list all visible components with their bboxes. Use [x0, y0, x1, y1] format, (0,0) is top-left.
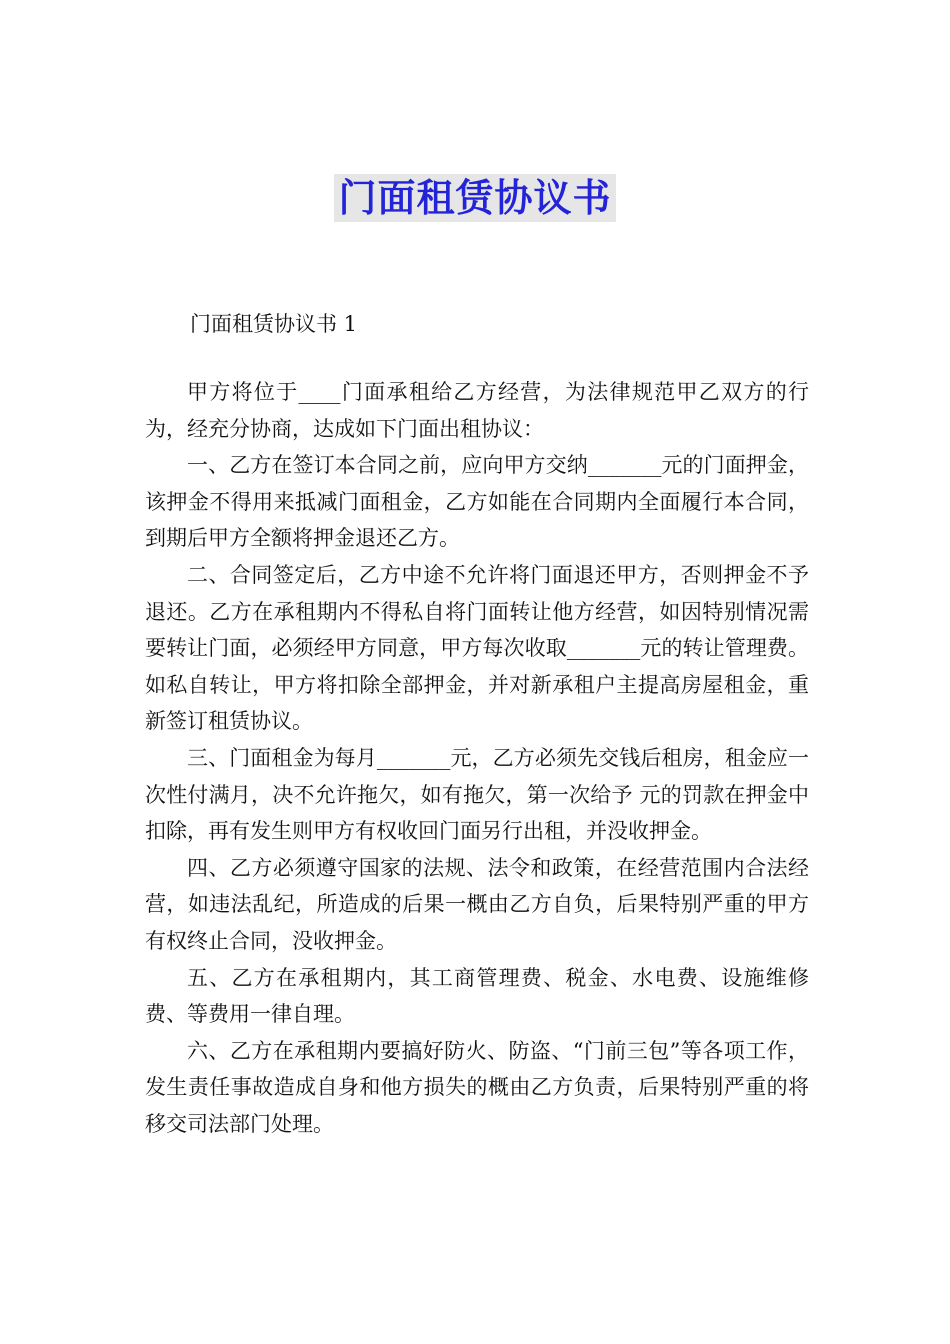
- paragraph-clause-5: 五、乙方在承租期内，其工商管理费、税金、水电费、设施维修费、等费用一律自理。: [145, 965, 809, 1027]
- paragraph-clause-1: 一、乙方在签订本合同之前，应向甲方交纳_______元的门面押金，该押金不得用来抵减门面租金，乙方如能在合同期内全面履行本合同，到期后甲方全额将押金退还乙方。: [145, 453, 809, 551]
- paragraph-clause-4: 四、乙方必须遵守国家的法规、法令和政策，在经营范围内合法经营，如违法乱纪，所造成的后果一概由乙方自负，后果特别严重的甲方有权终止合同，没收押金。: [145, 855, 809, 953]
- paragraph-clause-3: 三、门面租金为每月_______元，乙方必须先交钱后租房，租金应一次性付满月，决不允许拖欠，如有拖欠，第一次给予 元的罚款在押金中扣除，再有发生则甲方有权收回门面另行出租，并没收押金。: [145, 745, 809, 844]
- section-heading: 门面租赁协议书 1: [190, 312, 358, 336]
- title-container: [0, 174, 950, 222]
- paragraph-clause-2: 二、合同签定后，乙方中途不允许将门面退还甲方，否则押金不予退还。乙方在承租期内不得私自将门面转让他方经营，如因特别情况需要转让门面，必须经甲方同意，甲方每次收取_______元的转让管理费。如私自转让，甲方将扣除全部押金，并对新承租户主提高房屋租金，重新签订租赁协议。: [145, 562, 809, 734]
- paragraph-clause-6: 六、乙方在承租期内要搞好防火、防盗、“门前三包”等各项工作，发生责任事故造成自身和他方损失的概由乙方负责，后果特别严重的将移交司法部门处理。: [145, 1038, 809, 1136]
- document-body: [145, 374, 809, 1142]
- document-title: 门面租赁协议书: [334, 174, 615, 222]
- paragraph-intro: 甲方将位于____门面承租给乙方经营，为法律规范甲乙双方的行为，经充分协商，达成如下门面出租协议：: [145, 380, 809, 441]
